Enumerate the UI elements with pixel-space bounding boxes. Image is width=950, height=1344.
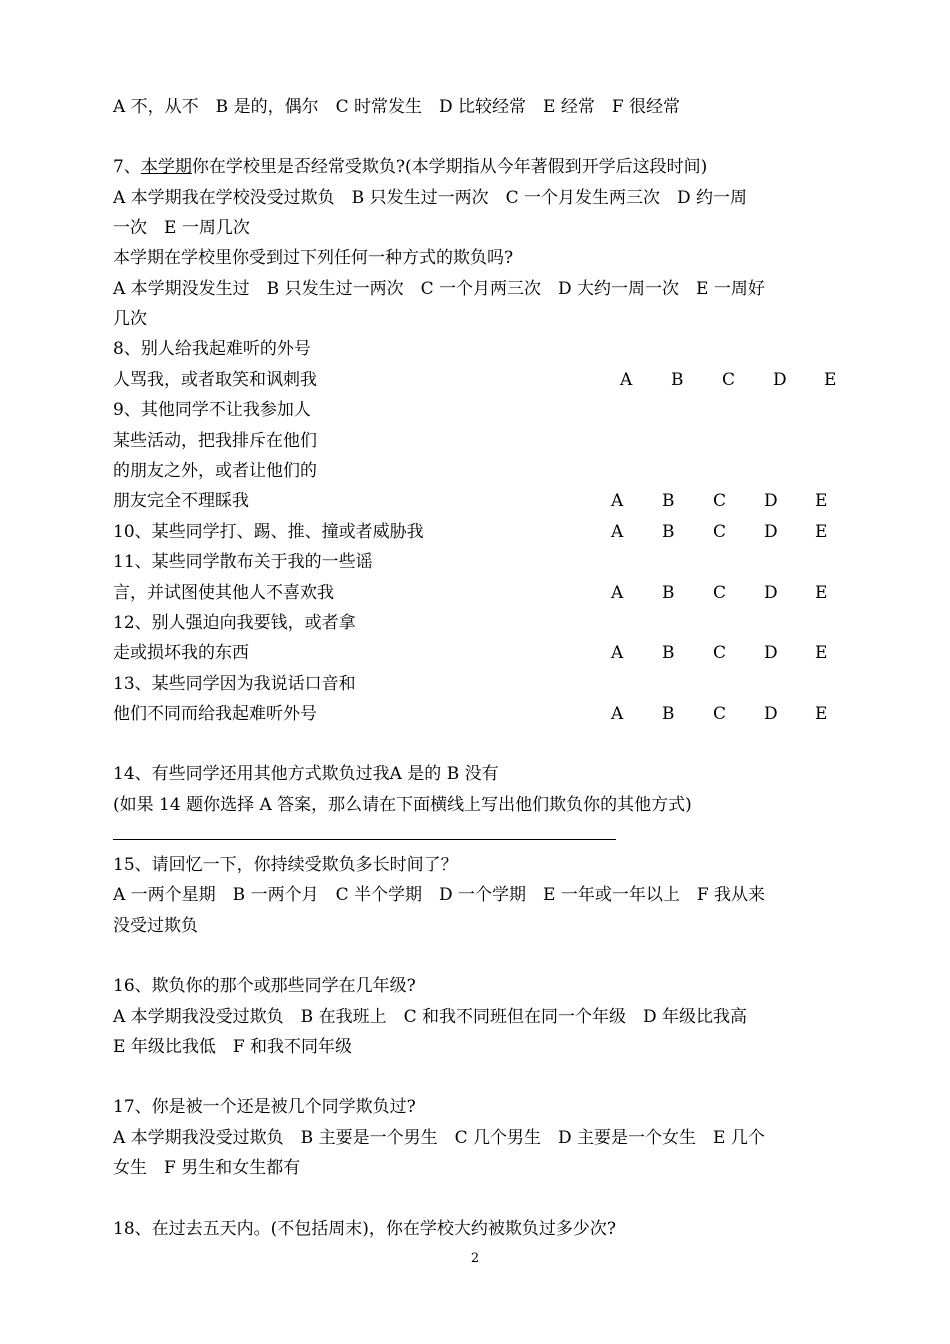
q14-question: 14、有些同学还用其他方式欺负过我A 是的 B 没有: [113, 764, 499, 784]
q16-options-line1: A 本学期我没受过欺负 B 在我班上 C 和我不同班但在同一个年级 D 年级比我高: [113, 1007, 748, 1027]
q12-text-line1: 12、别人强迫向我要钱，或者拿: [113, 613, 356, 633]
bully-types-intro: 本学期在学校里你受到过下列任何一种方式的欺负吗?: [113, 248, 514, 268]
q8-answer-options: [620, 370, 850, 390]
option-a[interactable]: A: [611, 704, 624, 724]
option-a[interactable]: A: [620, 370, 633, 390]
option-a[interactable]: A: [611, 522, 624, 542]
q9-text-line4: 朋友完全不理睬我: [113, 491, 249, 511]
option-e[interactable]: E: [815, 491, 828, 511]
page-number: 2: [470, 1251, 480, 1266]
q9-answer-options: [611, 491, 841, 511]
q7-title: [113, 157, 707, 177]
option-e[interactable]: E: [815, 643, 828, 663]
option-c[interactable]: C: [713, 522, 727, 542]
option-b[interactable]: B: [662, 522, 675, 542]
q11-text-line1: 11、某些同学散布关于我的一些谣: [113, 552, 373, 572]
q10-answer-options: [611, 522, 841, 542]
q15-question: 15、请回忆一下，你持续受欺负多长时间了？: [113, 855, 458, 875]
q12-answer-options: [611, 643, 841, 663]
q14-instruction: (如果 14 题你选择 A 答案，那么请在下面横线上写出他们欺负你的其他方式): [113, 795, 692, 815]
option-d[interactable]: D: [764, 643, 778, 663]
option-e[interactable]: E: [815, 704, 828, 724]
q16-options-line2: E 年级比我低 F 和我不同年级: [113, 1037, 353, 1057]
option-d[interactable]: D: [764, 704, 778, 724]
option-e[interactable]: E: [815, 522, 828, 542]
option-a[interactable]: A: [611, 491, 624, 511]
option-d[interactable]: D: [764, 522, 778, 542]
option-c[interactable]: C: [713, 583, 727, 603]
q11-answer-options: [611, 583, 841, 603]
q7-number: 7、: [113, 157, 141, 177]
q17-question: 17、你是被一个还是被几个同学欺负过?: [113, 1097, 416, 1117]
q18-question: 18、在过去五天内。(不包括周末)，你在学校大约被欺负过多少次?: [113, 1219, 617, 1239]
q13-text-line1: 13、某些同学因为我说话口音和: [113, 674, 356, 694]
q7-term: 本学期: [140, 157, 192, 177]
q13-text-line2: 他们不同而给我起难听外号: [113, 704, 317, 724]
q9-text-line3: 的朋友之外，或者让他们的: [113, 461, 317, 481]
bully-types-scale-line1: A 本学期没发生过 B 只发生过一两次 C 一个月两三次 D 大约一周一次 E 一周好: [113, 279, 765, 299]
option-e[interactable]: E: [815, 583, 828, 603]
option-c[interactable]: C: [713, 704, 727, 724]
q15-options-line2: 没受过欺负: [113, 916, 198, 936]
q17-options-line1: A 本学期我没受过欺负 B 主要是一个男生 C 几个男生 D 主要是一个女生 E 几个: [113, 1128, 765, 1148]
q8-text-line1: 8、别人给我起难听的外号: [113, 339, 311, 359]
q8-text-line2: 人骂我，或者取笑和讽刺我: [113, 370, 317, 390]
q17-options-line2: 女生 F 男生和女生都有: [113, 1158, 301, 1178]
bully-types-scale-line2: 几次: [113, 309, 147, 329]
option-d[interactable]: D: [764, 583, 778, 603]
q7-options-line1: A 本学期我在学校没受过欺负 B 只发生过一两次 C 一个月发生两三次 D 约一周: [113, 188, 748, 208]
q7-options-line2: 一次 E 一周几次: [113, 218, 250, 238]
q15-options-line1: A 一两个星期 B 一两个月 C 半个学期 D 一个学期 E 一年或一年以上 F 我从来: [113, 885, 766, 905]
option-e[interactable]: E: [824, 370, 837, 390]
q10-text-line1: 10、某些同学打、踢、推、撞或者威胁我: [113, 522, 424, 542]
option-c[interactable]: C: [713, 491, 727, 511]
option-a[interactable]: A: [611, 643, 624, 663]
option-b[interactable]: B: [662, 583, 675, 603]
option-b[interactable]: B: [662, 491, 675, 511]
option-b[interactable]: B: [662, 643, 675, 663]
q9-text-line2: 某些活动，把我排斥在他们: [113, 431, 317, 451]
q7-question: 你在学校里是否经常受欺负?(本学期指从今年著假到开学后这段时间): [191, 157, 708, 177]
option-c[interactable]: C: [722, 370, 736, 390]
option-c[interactable]: C: [713, 643, 727, 663]
option-b[interactable]: B: [671, 370, 684, 390]
option-b[interactable]: B: [662, 704, 675, 724]
q14-answer-line[interactable]: [113, 839, 616, 840]
q13-answer-options: [611, 704, 841, 724]
q16-question: 16、欺负你的那个或那些同学在几年级?: [113, 976, 416, 996]
q12-text-line2: 走或损坏我的东西: [113, 643, 249, 663]
option-a[interactable]: A: [611, 583, 624, 603]
option-d[interactable]: D: [764, 491, 778, 511]
q6-options: A 不，从不 B 是的，偶尔 C 时常发生 D 比较经常 E 经常 F 很经常: [113, 97, 681, 117]
q9-text-line1: 9、其他同学不让我参加人: [113, 400, 311, 420]
option-d[interactable]: D: [773, 370, 787, 390]
q11-text-line2: 言，并试图使其他人不喜欢我: [113, 583, 334, 603]
